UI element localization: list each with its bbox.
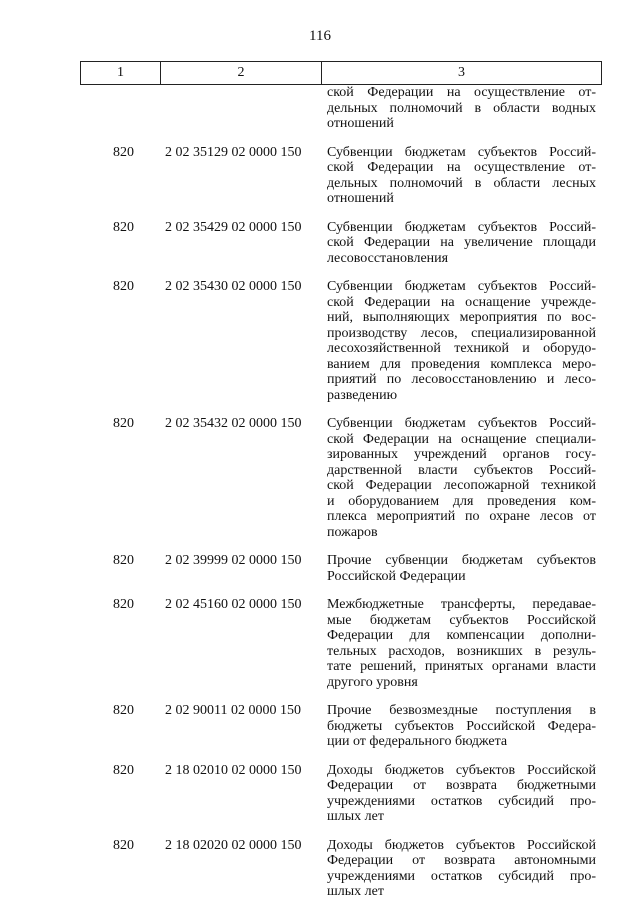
description-line: приятий по лесовосстановлению и лесо- xyxy=(327,372,596,387)
admin-code-cell: 820 xyxy=(113,762,134,778)
admin-code-cell: 820 xyxy=(113,703,134,718)
description-line: ской Федерации на оснащение специали- xyxy=(327,431,596,447)
admin-code-cell: 820 xyxy=(113,553,134,568)
budget-code-cell: 2 02 35430 02 0000 150 xyxy=(165,279,302,294)
admin-code-cell: 820 xyxy=(113,144,134,160)
description-line: ции от федерального бюджета xyxy=(327,734,508,749)
column-header-3: 3 xyxy=(458,65,465,80)
table-row xyxy=(80,416,602,540)
description-line: ской Федерации лесопожарной техникой xyxy=(327,478,596,493)
table-header-row xyxy=(80,61,602,85)
table-row xyxy=(80,220,602,267)
description-line: Субвенции бюджетам субъектов Россий- xyxy=(327,144,596,160)
description-cell xyxy=(321,220,600,267)
table-row xyxy=(80,838,602,900)
description-line: Субвенции бюджетам субъектов Россий- xyxy=(327,416,596,431)
admin-code-cell: 820 xyxy=(113,279,134,294)
description-cell xyxy=(321,553,600,584)
description-line: Российской Федерации xyxy=(327,568,466,584)
description-line: Межбюджетные трансферты, передавае- xyxy=(327,597,596,612)
description-line: шлых лет xyxy=(327,809,384,824)
description-line: и оборудованием для проведения ком- xyxy=(327,493,596,509)
column-header-2: 2 xyxy=(161,62,322,84)
budget-code-cell: 2 02 45160 02 0000 150 xyxy=(165,597,302,612)
description-line: Субвенции бюджетам субъектов Россий- xyxy=(327,279,596,294)
description-line: разведению xyxy=(327,387,398,403)
table-row xyxy=(80,553,602,584)
description-line: ний, выполняющих мероприятия по вос- xyxy=(327,310,596,325)
description-line: Федерации от возврата бюджетными xyxy=(327,778,596,793)
description-line: Федерации для компенсации дополни- xyxy=(327,628,596,643)
description-line: тате решений, принятых органами власти xyxy=(327,659,596,674)
description-line: Прочие субвенции бюджетам субъектов xyxy=(327,553,596,568)
admin-code-cell: 820 xyxy=(113,416,134,431)
description-line: дельных полномочий в области водных xyxy=(327,100,596,116)
description-line: Доходы бюджетов субъектов Российской xyxy=(327,837,596,853)
description-line: мые бюджетам субъектов Российской xyxy=(327,612,596,628)
description-line: бюджеты субъектов Российской Федера- xyxy=(327,718,596,734)
description-cell xyxy=(321,763,600,825)
table-row-continuation xyxy=(80,85,602,132)
description-line: пожаров xyxy=(327,524,378,540)
budget-code-cell: 2 02 35129 02 0000 150 xyxy=(165,144,302,160)
description-cell xyxy=(321,279,600,403)
description-line: учреждениями остатков субсидий про- xyxy=(327,793,596,809)
description-line: шлых лет xyxy=(327,884,384,899)
description-line: дельных полномочий в области лесных xyxy=(327,175,596,191)
description-line: другого уровня xyxy=(327,674,418,690)
budget-code-cell: 2 18 02010 02 0000 150 xyxy=(165,762,302,778)
table-row xyxy=(80,597,602,690)
description-line: Доходы бюджетов субъектов Российской xyxy=(327,762,596,778)
description-cell xyxy=(321,703,600,750)
table-body xyxy=(80,85,602,900)
description-line: ской Федерации на осуществление от- xyxy=(327,85,596,100)
description-line: лесохозяйственной техникой и оборудо- xyxy=(327,341,596,356)
description-cell xyxy=(321,838,600,900)
revenue-codes-table xyxy=(80,61,602,913)
description-line: Прочие безвозмездные поступления в xyxy=(327,703,596,718)
description-line: лесовосстановления xyxy=(327,250,449,266)
description-line: тельных расходов, возникших в резуль- xyxy=(327,643,596,659)
admin-code-cell: 820 xyxy=(113,837,134,853)
description-line: отношений xyxy=(327,116,394,131)
description-cell xyxy=(321,597,600,690)
budget-code-cell: 2 02 39999 02 0000 150 xyxy=(165,553,302,568)
table-row xyxy=(80,703,602,750)
description-line: производству лесов, специализированной xyxy=(327,325,596,341)
page-number: 116 xyxy=(309,28,331,44)
table-row xyxy=(80,763,602,825)
budget-code-cell: 2 02 35429 02 0000 150 xyxy=(165,219,302,235)
description-line: зированных учреждений органов госу- xyxy=(327,447,596,462)
description-cell xyxy=(321,85,600,132)
description-cell xyxy=(321,416,600,540)
description-line: Федерации от возврата автономными xyxy=(327,853,596,868)
description-line: ской Федерации на увеличение площади xyxy=(327,235,596,250)
budget-code-cell: 2 02 90011 02 0000 150 xyxy=(165,703,301,718)
description-line: ской Федерации на осуществление от- xyxy=(327,160,596,175)
description-line: отношений xyxy=(327,191,394,206)
admin-code-cell: 820 xyxy=(113,219,134,235)
budget-code-cell: 2 02 35432 02 0000 150 xyxy=(165,416,302,431)
budget-code-cell: 2 18 02020 02 0000 150 xyxy=(165,837,302,853)
description-cell xyxy=(321,145,600,207)
table-row xyxy=(80,145,602,207)
description-line: плекса мероприятий по охране лесов от xyxy=(327,509,596,524)
description-line: ванием для проведения комплекса меро- xyxy=(327,356,596,372)
column-header-1: 1 xyxy=(81,62,161,84)
description-line: учреждениями остатков субсидий про- xyxy=(327,868,596,884)
description-line: дарственной власти субъектов Россий- xyxy=(327,462,596,478)
admin-code-cell: 820 xyxy=(113,597,134,612)
description-line: ской Федерации на оснащение учрежде- xyxy=(327,294,596,310)
description-line: Субвенции бюджетам субъектов Россий- xyxy=(327,219,596,235)
table-row xyxy=(80,279,602,403)
